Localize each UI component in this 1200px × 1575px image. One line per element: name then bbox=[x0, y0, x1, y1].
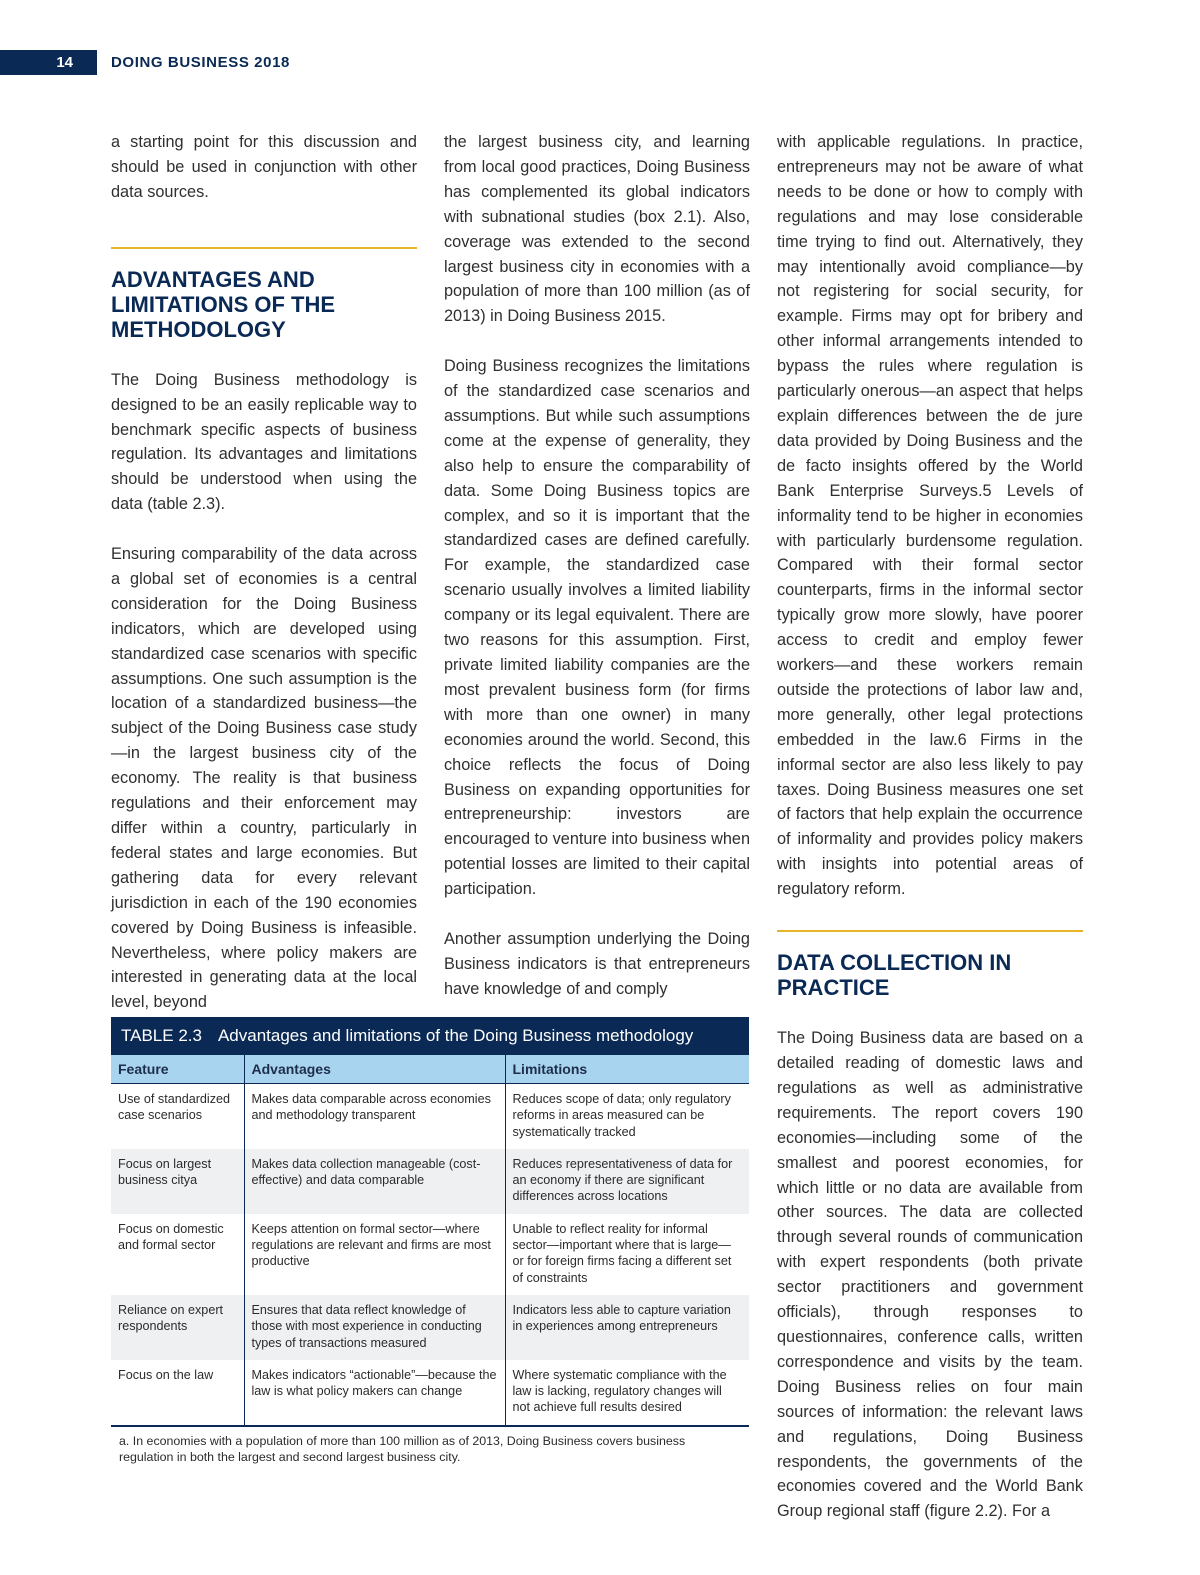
column-1 bbox=[111, 130, 417, 1015]
table-row bbox=[111, 1214, 749, 1295]
page-number: 14 bbox=[0, 50, 97, 75]
cell-advantages: Makes data collection manageable (cost-effective) and data comparable bbox=[244, 1149, 505, 1214]
table-footnote: a. In economies with a population of more than 100 million as of 2013, Doing Business covers business regulation in both the largest and second largest business city. bbox=[119, 1433, 686, 1464]
table-title: Advantages and limitations of the Doing Business methodology bbox=[217, 1026, 694, 1045]
table-row bbox=[111, 1149, 749, 1214]
body-paragraph: the largest business city, and learning from local good practices, Doing Business has complemented its global indicators with subnational studies (box 2.1). Also, coverage was extended to the second largest business city in economies with a population of more than 100 million (as of 2013) in Doing Business 2015. bbox=[444, 133, 750, 326]
cell-advantages: Makes indicators “actionable”—because the law is what policy makers can change bbox=[244, 1360, 505, 1425]
body-paragraph: a starting point for this discussion and should be used in conjunction with other data sources. bbox=[111, 133, 417, 201]
table-caption bbox=[111, 1017, 749, 1055]
section-heading: ADVANTAGES AND LIMITATIONS OF THE METHODOLOGY bbox=[111, 266, 336, 342]
cell-feature: Reliance on expert respondents bbox=[111, 1295, 244, 1360]
cell-limitations: Reduces representativeness of data for an economy if there are significant differences across locations bbox=[505, 1149, 749, 1214]
cell-limitations: Unable to reflect reality for informal sector—important where that is large—or for foreign firms facing a different set of constraints bbox=[512, 1221, 732, 1285]
cell-limitations: Where systematic compliance with the law is lacking, regulatory changes will not achieve full results desired bbox=[512, 1367, 727, 1415]
table-header-row bbox=[111, 1055, 749, 1084]
body-paragraph: The Doing Business methodology is designed to be an easily replicable way to benchmark specific aspects of business regulation. Its advantages and limitations should be understood when using the data (table 2.3). bbox=[111, 370, 417, 514]
cell-advantages: Ensures that data reflect knowledge of those with most experience in conducting types of transactions measured bbox=[244, 1295, 505, 1360]
cell-feature: Focus on largest business citya bbox=[111, 1149, 244, 1214]
header-advantages: Advantages bbox=[244, 1055, 505, 1084]
table-row bbox=[111, 1084, 749, 1149]
body-paragraph: Doing Business recognizes the limitations of the standardized case scenarios and assumptions. But while such assumptions come at the expense of generality, they also help to ensure the comparability of data. Some Doing Business topics are complex, and so it is important that the standardized cases are defined carefully. For example, the standardized case scenario usually involves a limited liability company or its legal equivalent. There are two reasons for this assumption. First, private limited liability companies are the most prevalent business form (for firms with more than one owner) in many economies around the world. Second, this choice reflects the focus of Doing Business on expanding opportunities for entrepreneurship: investors are encouraged to venture into business when potential losses are limited to their capital participation. bbox=[444, 357, 750, 899]
column-2 bbox=[444, 130, 750, 1002]
body-paragraph: Ensuring comparability of the data across a global set of economies is a central consideration for the Doing Business indicators, which are developed using standardized case scenarios with specific assumptions. One such assumption is the location of a standardized business—the subject of the Doing Business case study—in the largest business city of the economy. The reality is that business regulations and their enforcement may differ within a country, particularly in federal states and large economies. But gathering data for every relevant jurisdiction in each of the 190 economies covered by Doing Business is infeasible. Nevertheless, where policy makers are interested in generating data at the local level, beyond bbox=[111, 545, 417, 1012]
data-table bbox=[111, 1055, 749, 1425]
column-3 bbox=[777, 130, 1083, 1524]
running-title: DOING BUSINESS 2018 bbox=[111, 54, 290, 71]
table-row bbox=[111, 1360, 749, 1425]
table-row bbox=[111, 1295, 749, 1360]
cell-limitations: Reduces scope of data; only regulatory reforms in areas measured can be systematically tracked bbox=[512, 1092, 731, 1139]
body-paragraph: The Doing Business data are based on a detailed reading of domestic laws and regulations as well as administrative requirements. The report covers 190 economies—including some of the smallest and poorest economies, for which little or no data are available from other sources. The data are collected through several rounds of communication with expert respondents (both private sector practitioners and government officials), through responses to questionnaires, conference calls, written correspondence and visits by the team. Doing Business relies on four main sources of information: the relevant laws and regulations, Doing Business respondents, the governments of the economies covered and the World Bank Group regional staff (figure 2.2). For a bbox=[777, 1029, 1083, 1521]
header-limitations: Limitations bbox=[505, 1055, 749, 1084]
cell-advantages: Makes data comparable across economies and methodology transparent bbox=[244, 1084, 505, 1149]
cell-feature: Focus on the law bbox=[111, 1360, 244, 1425]
header-feature: Feature bbox=[111, 1055, 244, 1084]
cell-feature: Use of standardized case scenarios bbox=[111, 1084, 244, 1149]
cell-advantages: Keeps attention on formal sector—where regulations are relevant and firms are most productive bbox=[244, 1214, 505, 1295]
body-paragraph: with applicable regulations. In practice, entrepreneurs may not be aware of what needs to be done or how to comply with regulations and may lose considerable time trying to find out. Alternatively, they may intentionally avoid compliance—by not registering for social security, for example. Firms may opt for bribery and other informal arrangements intended to bypass the rules where regulation is particularly onerous—an aspect that helps explain differences between the de jure data provided by Doing Business and the de facto insights offered by the World Bank Enterprise Surveys.5 Levels of informality tend to be higher in economies with particularly burdensome regulation. Compared with their formal sector counterparts, firms in the informal sector typically grow more slowly, have poorer access to credit and employ fewer workers—and these workers remain outside the protections of labor law and, more generally, other legal protections embedded in the law.6 Firms in the informal sector are also less likely to pay taxes. Doing Business measures one set of factors that help explain the occurrence of informality and provides policy makers with insights into potential areas of regulatory reform. bbox=[777, 133, 1083, 899]
body-paragraph: Another assumption underlying the Doing Business indicators is that entrepreneurs have knowledge of and comply bbox=[444, 929, 750, 998]
section-rule bbox=[111, 247, 417, 249]
section-rule bbox=[777, 930, 1083, 932]
cell-limitations: Indicators less able to capture variation in experiences among entrepreneurs bbox=[505, 1295, 749, 1360]
table-number: TABLE 2.3 bbox=[121, 1026, 202, 1045]
section-heading: DATA COLLECTION IN PRACTICE bbox=[777, 950, 1012, 1001]
cell-feature: Focus on domestic and formal sector bbox=[111, 1214, 244, 1295]
table-2-3 bbox=[111, 1017, 749, 1465]
